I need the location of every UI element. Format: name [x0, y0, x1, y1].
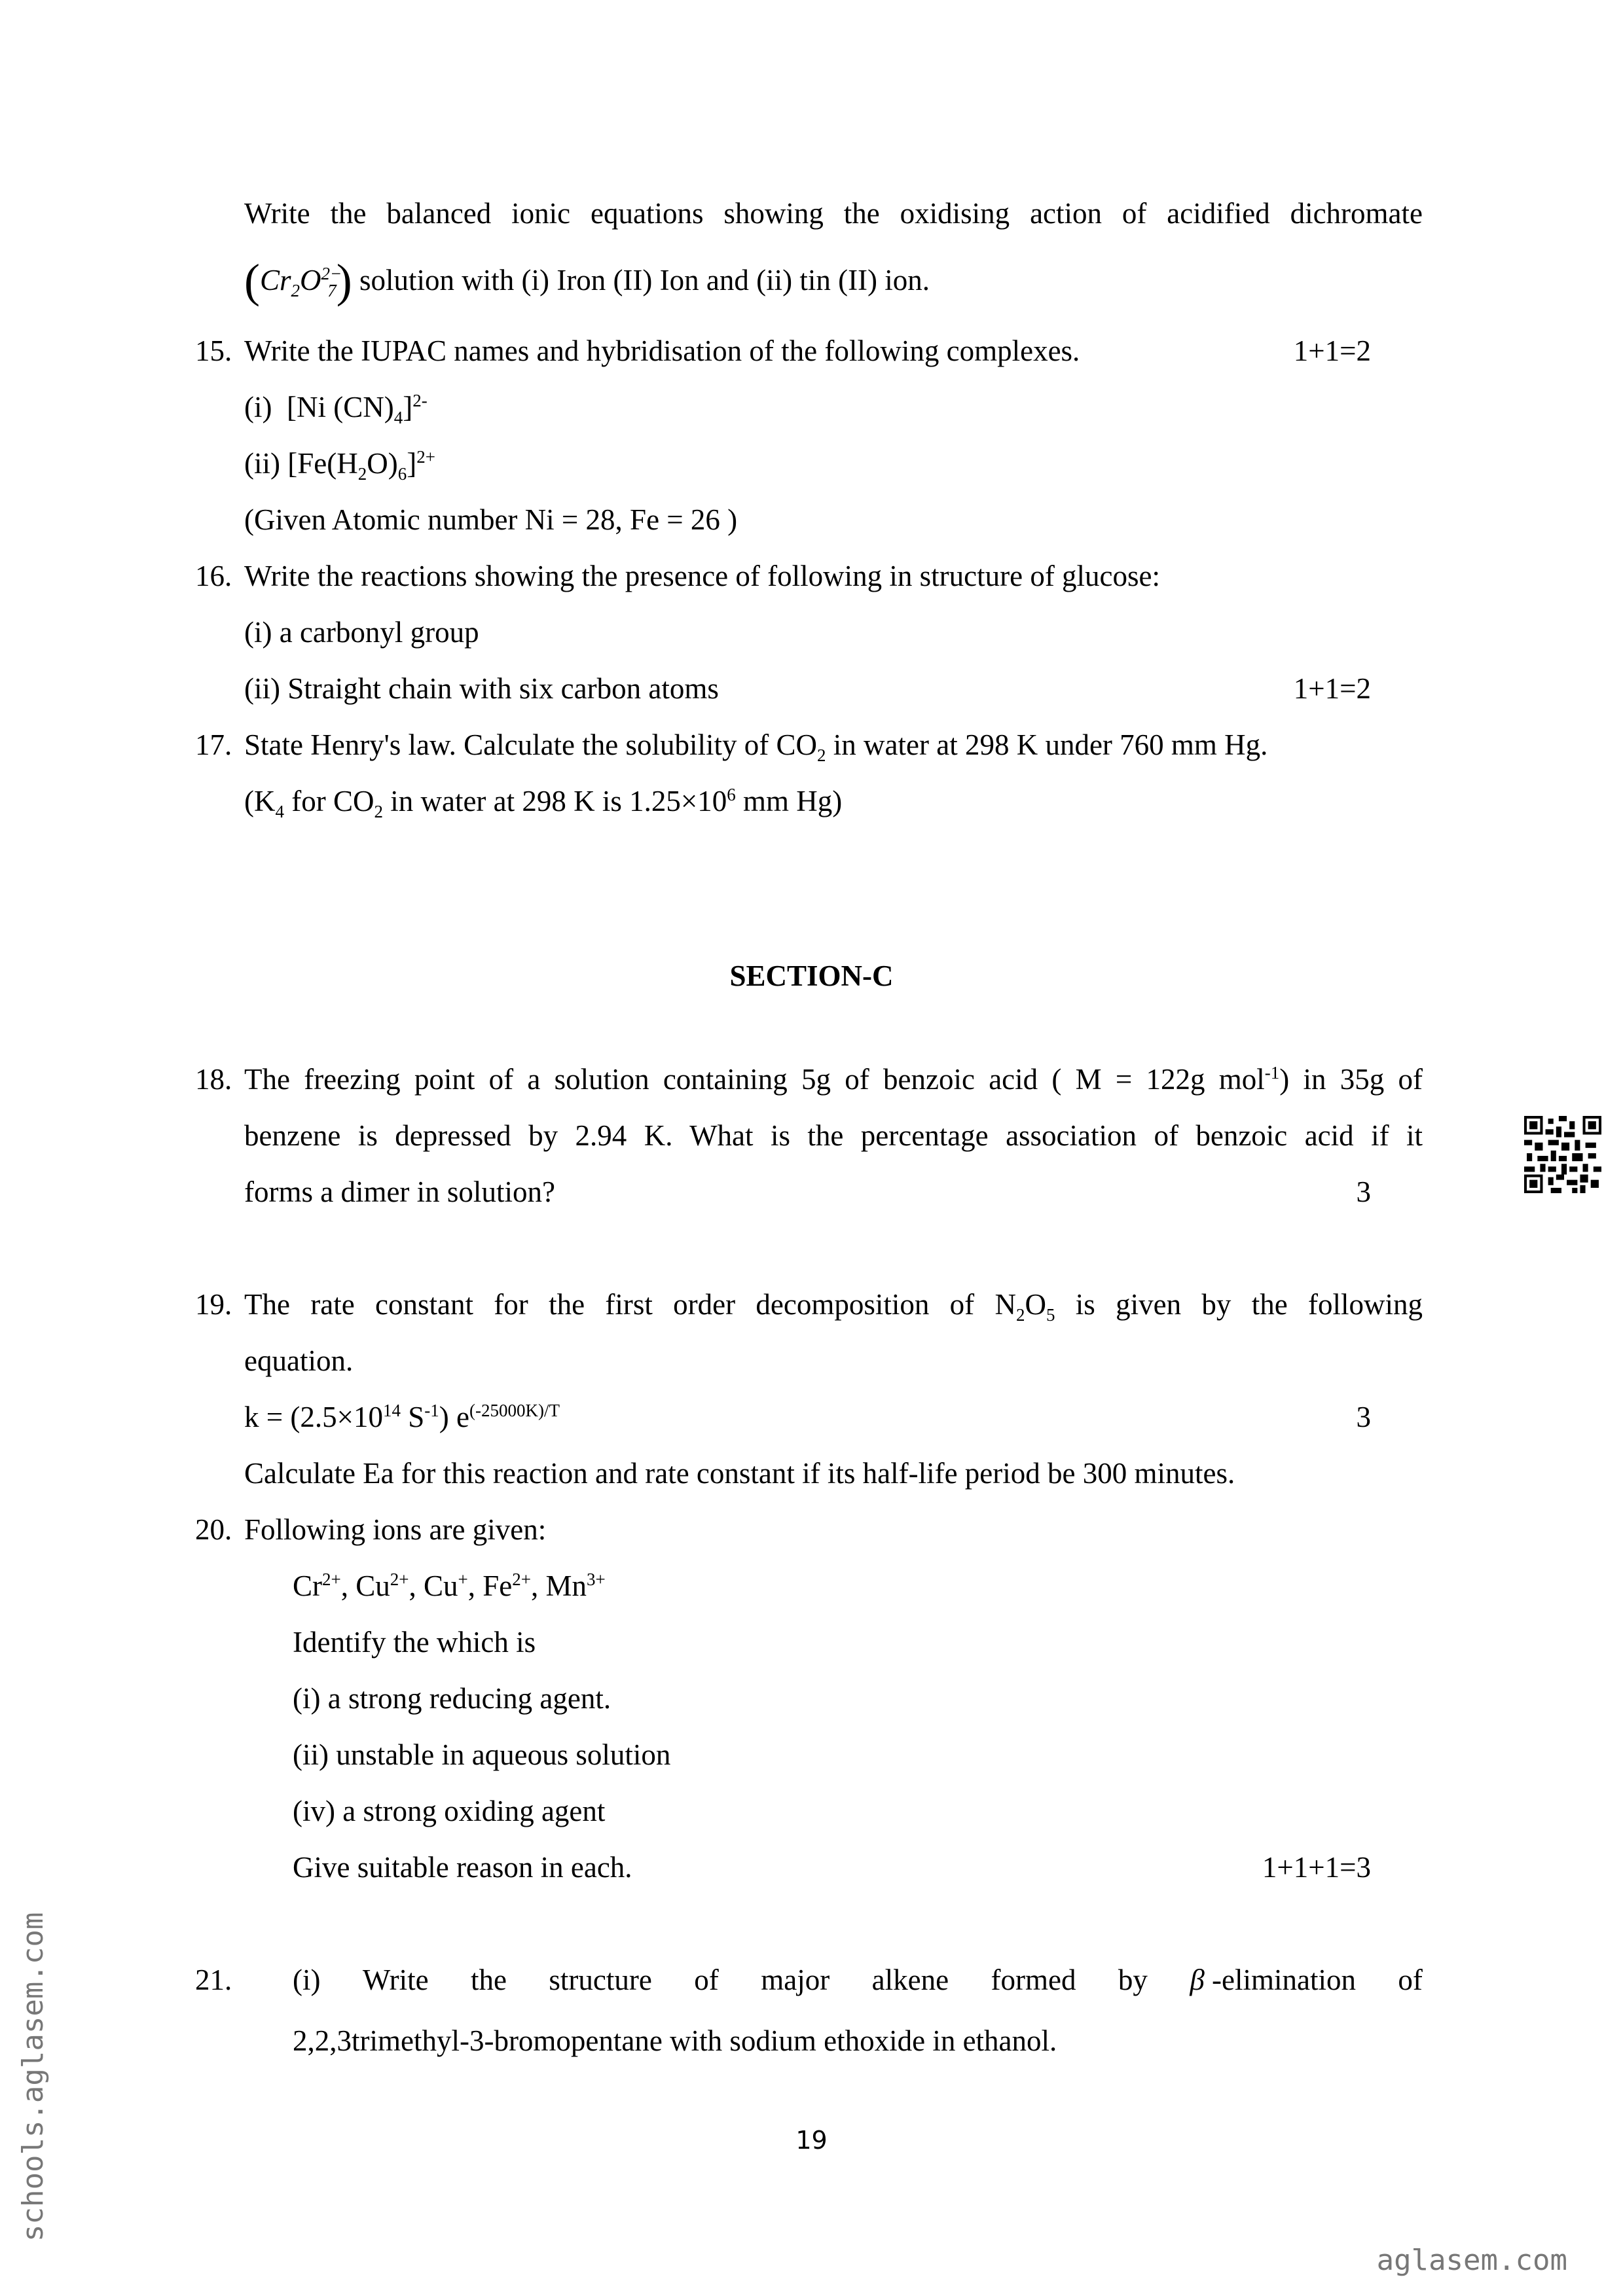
- q15-marks: 1+1=2: [1293, 334, 1371, 367]
- q20-option-i: (i) a strong reducing agent.: [293, 1682, 611, 1715]
- q18-line3: forms a dimer in solution?: [244, 1175, 555, 1208]
- q21-line1: (i) Write the structure of major alkene formed by β -elimination of: [293, 1964, 1423, 1996]
- q20-identify: Identify the which is: [293, 1626, 536, 1659]
- dichromate-formula: $Cr_2O^{2-}_7$: [259, 264, 342, 300]
- q15-given: (Given Atomic number Ni = 28, Fe = 26 ): [244, 503, 738, 536]
- q18-marks: 3: [1356, 1175, 1371, 1208]
- q15-text: Write the IUPAC names and hybridisation of the following complexes.: [244, 334, 1080, 367]
- ion: $Cr^{2+}$,: [293, 1570, 356, 1602]
- section-heading: SECTION-C: [729, 960, 894, 992]
- q19-line1: The rate constant for the first order decomposition of $N_2O_5$ is given by the following: [244, 1288, 1423, 1325]
- q16-marks: 1+1=2: [1293, 672, 1371, 705]
- paren-open: (: [244, 255, 260, 307]
- q20-reason: Give suitable reason in each.: [293, 1851, 632, 1884]
- q14-line2-text: solution with (i) Iron (II) Ion and (ii) tin (II) ion.: [359, 264, 930, 296]
- q20-option-iv: (iv) a strong oxiding agent: [293, 1795, 606, 1827]
- q15-option-i: (i) [Ni $(CN)_4]^{2-}$: [244, 391, 428, 427]
- q20-ions: [293, 1569, 606, 1603]
- q21-line2: 2,2,3trimethyl-3-bromopentane with sodium ethoxide in ethanol.: [293, 2024, 1057, 2057]
- q19-marks: 3: [1356, 1401, 1371, 1433]
- q14-line2: [244, 255, 930, 307]
- ion: $Fe^{2+}$,: [483, 1570, 546, 1602]
- q17-line2: ($K_4$ for $CO_2$ in water at 298 K is $1.25\times 10^6$ mm Hg): [244, 785, 843, 821]
- ion: $Mn^{3+}$: [545, 1570, 606, 1602]
- q15-number: 15.: [195, 334, 232, 367]
- paren-close: ): [336, 255, 352, 307]
- ion: $Cu^{2+}$,: [356, 1570, 424, 1602]
- q20-marks: 1+1+1=3: [1262, 1851, 1371, 1884]
- q16-text: Write the reactions showing the presence of following in structure of glucose:: [244, 560, 1161, 592]
- q19-line2: equation.: [244, 1344, 354, 1377]
- q15-option-ii: (ii) $[Fe(H_2O)_6]^{2+}$: [244, 447, 435, 484]
- q14-line1: Write the balanced ionic equations showing the oxidising action of acidified dichromate: [244, 197, 1423, 230]
- q19-equation: $k = (2.5\times 10^{14}$ $S^{-1}$) $e^{(-25000K)/T}$: [244, 1401, 560, 1433]
- watermark-side: schools.aglasem.com: [16, 1912, 50, 2242]
- q20-option-ii: (ii) unstable in aqueous solution: [293, 1738, 671, 1771]
- q20-text: Following ions are given:: [244, 1513, 547, 1546]
- qr-code-image: [1524, 1116, 1601, 1193]
- q19-line4: Calculate Ea for this reaction and rate constant if its half-life period be 300 minutes.: [244, 1457, 1235, 1490]
- beta-symbol: β: [1190, 1964, 1205, 1996]
- q16-option-ii: (ii) Straight chain with six carbon atoms: [244, 672, 719, 705]
- watermark-bottom: aglasem.com: [1376, 2244, 1567, 2277]
- q16-number: 16.: [195, 560, 232, 592]
- page-number: 19: [795, 2126, 828, 2155]
- q19-number: 19.: [195, 1288, 232, 1321]
- ion: Cu+,: [423, 1570, 483, 1602]
- q18-number: 18.: [195, 1063, 232, 1096]
- q17-number: 17.: [195, 728, 232, 761]
- q18-line2: benzene is depressed by 2.94 K. What is the percentage association of benzoic acid if it: [244, 1119, 1423, 1152]
- q16-option-i: (i) a carbonyl group: [244, 616, 479, 649]
- q21-number: 21.: [195, 1964, 232, 1996]
- q18-line1: The freezing point of a solution containing 5g of benzoic acid ( M = 122g mol$^{-1}$) in 35g of: [244, 1063, 1423, 1096]
- q20-number: 20.: [195, 1513, 232, 1546]
- q17-text: State Henry's law. Calculate the solubility of $CO_2$ in water at 298 K under 760 mm Hg.: [244, 728, 1268, 765]
